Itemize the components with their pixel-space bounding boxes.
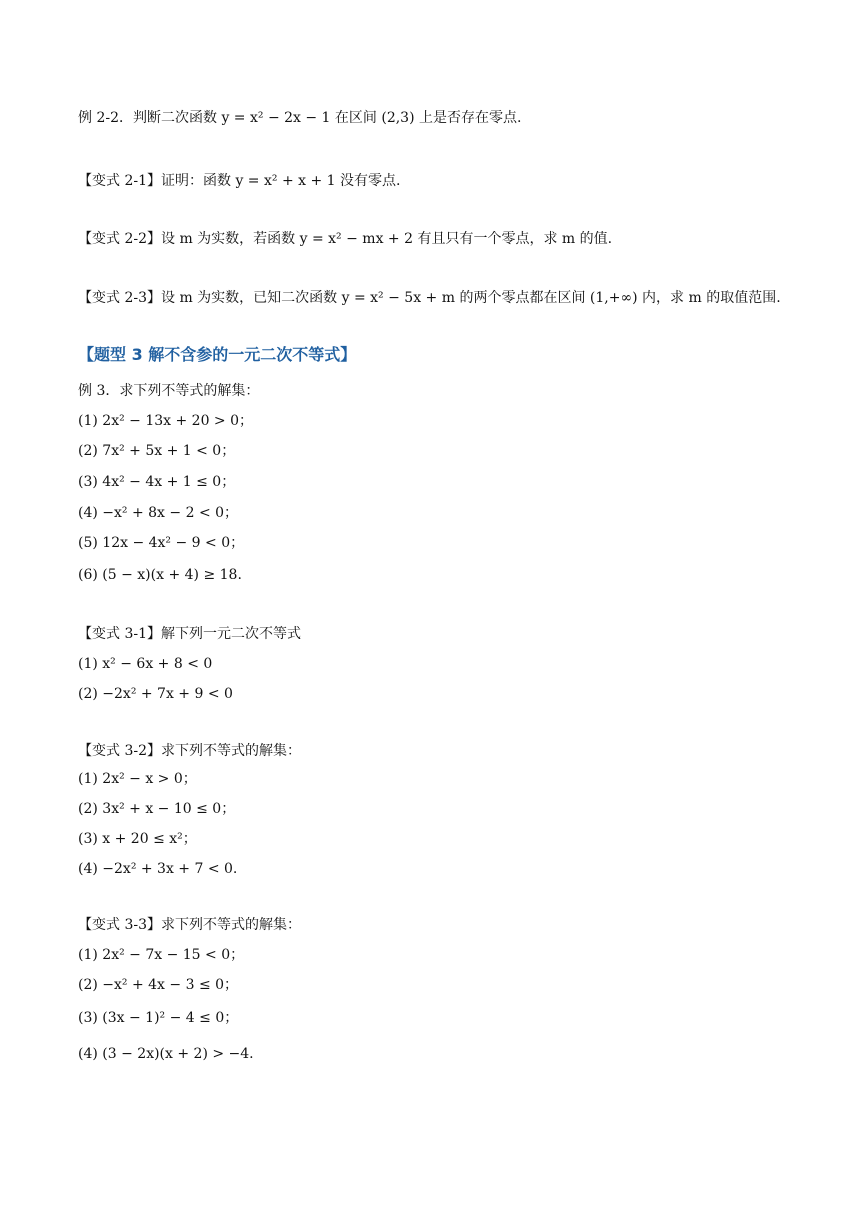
variant-3-1-intro: 【变式 3-1】解下列一元二次不等式 — [78, 626, 301, 642]
variant-3-2-intro: 【变式 3-2】求下列不等式的解集： — [78, 743, 301, 759]
variant-3-1-item-2: (2) −2x² + 7x + 9 < 0 — [78, 686, 233, 702]
variant-3-2-item-2: (2) 3x² + x − 10 ≤ 0； — [78, 801, 236, 817]
example-3-item-2: (2) 7x² + 5x + 1 < 0； — [78, 443, 236, 459]
example-3-item-4: (4) −x² + 8x − 2 < 0； — [78, 505, 239, 521]
variant-2-3: 【变式 2-3】设 m 为实数，已知二次函数 y = x² − 5x + m 的两个零点都在区间 (1,+∞) 内，求 m 的取值范围. — [78, 290, 781, 306]
example-2-2: 例 2-2．判断二次函数 y = x² − 2x − 1 在区间 (2,3) 上是否存在零点. — [78, 110, 522, 126]
section-title: 【题型 3 解不含参的一元二次不等式】 — [78, 345, 357, 364]
variant-2-1: 【变式 2-1】证明：函数 y = x² + x + 1 没有零点. — [78, 173, 401, 189]
example-3-intro: 例 3．求下列不等式的解集： — [78, 383, 260, 399]
variant-3-2-item-3: (3) x + 20 ≤ x²； — [78, 831, 197, 847]
variant-3-3-item-3: (3) (3x − 1)² − 4 ≤ 0； — [78, 1010, 239, 1026]
variant-3-3-item-4: (4) (3 − 2x)(x + 2) > −4. — [78, 1046, 254, 1062]
variant-2-2: 【变式 2-2】设 m 为实数，若函数 y = x² − mx + 2 有且只有一个零点，求 m 的值. — [78, 231, 613, 247]
variant-3-2-item-4: (4) −2x² + 3x + 7 < 0. — [78, 861, 238, 877]
variant-3-1-item-1: (1) x² − 6x + 8 < 0 — [78, 656, 213, 672]
variant-3-3-item-2: (2) −x² + 4x − 3 ≤ 0； — [78, 977, 239, 993]
variant-3-3-intro: 【变式 3-3】求下列不等式的解集： — [78, 917, 301, 933]
variant-3-3-item-1: (1) 2x² − 7x − 15 < 0； — [78, 947, 245, 963]
example-3-item-3: (3) 4x² − 4x + 1 ≤ 0； — [78, 474, 236, 490]
example-3-item-6: (6) (5 − x)(x + 4) ≥ 18. — [78, 567, 242, 583]
example-3-item-5: (5) 12x − 4x² − 9 < 0； — [78, 535, 245, 551]
example-3-item-1: (1) 2x² − 13x + 20 > 0； — [78, 413, 254, 429]
variant-3-2-item-1: (1) 2x² − x > 0； — [78, 771, 197, 787]
